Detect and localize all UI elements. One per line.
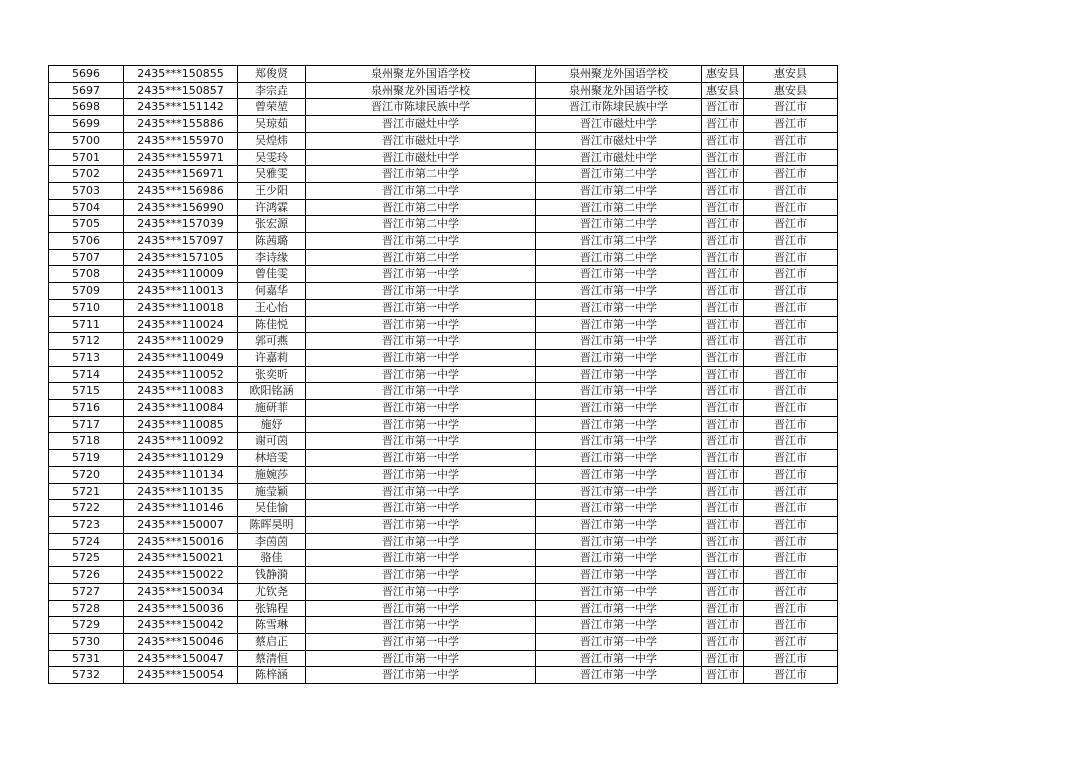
cell-school: 晋江市第一中学 xyxy=(306,366,536,383)
cell-county-registered: 晋江市 xyxy=(744,116,838,133)
cell-exam-id: 2435***150855 xyxy=(124,66,238,83)
cell-school: 晋江市第二中学 xyxy=(306,199,536,216)
cell-school: 晋江市第一中学 xyxy=(306,533,536,550)
cell-county: 晋江市 xyxy=(702,299,744,316)
table-row xyxy=(49,650,838,667)
cell-student-name: 欧阳铭涵 xyxy=(238,383,306,400)
cell-exam-id: 2435***110029 xyxy=(124,333,238,350)
cell-school-registered: 晋江市第一中学 xyxy=(536,516,702,533)
cell-school: 晋江市第一中学 xyxy=(306,299,536,316)
cell-student-name: 陈雪琳 xyxy=(238,617,306,634)
cell-county-registered: 晋江市 xyxy=(744,617,838,634)
cell-school: 晋江市第二中学 xyxy=(306,182,536,199)
cell-student-name: 李诗缘 xyxy=(238,249,306,266)
table-row xyxy=(49,416,838,433)
cell-school: 晋江市第一中学 xyxy=(306,483,536,500)
cell-row-number: 5705 xyxy=(49,216,124,233)
cell-exam-id: 2435***110129 xyxy=(124,450,238,467)
cell-county: 晋江市 xyxy=(702,667,744,684)
cell-county: 晋江市 xyxy=(702,233,744,250)
cell-exam-id: 2435***150034 xyxy=(124,583,238,600)
cell-county: 晋江市 xyxy=(702,633,744,650)
table-row xyxy=(49,132,838,149)
cell-row-number: 5696 xyxy=(49,66,124,83)
cell-school-registered: 晋江市第一中学 xyxy=(536,366,702,383)
cell-school-registered: 晋江市第一中学 xyxy=(536,466,702,483)
cell-row-number: 5714 xyxy=(49,366,124,383)
cell-exam-id: 2435***110135 xyxy=(124,483,238,500)
table-row xyxy=(49,533,838,550)
cell-row-number: 5697 xyxy=(49,82,124,99)
cell-school-registered: 晋江市第一中学 xyxy=(536,633,702,650)
cell-county: 晋江市 xyxy=(702,149,744,166)
cell-row-number: 5712 xyxy=(49,333,124,350)
table-row xyxy=(49,166,838,183)
cell-school: 泉州聚龙外国语学校 xyxy=(306,82,536,99)
cell-student-name: 吴佳愉 xyxy=(238,500,306,517)
cell-county-registered: 晋江市 xyxy=(744,249,838,266)
cell-school-registered: 晋江市第一中学 xyxy=(536,533,702,550)
cell-student-name: 陈梓涵 xyxy=(238,667,306,684)
table-row xyxy=(49,149,838,166)
table-row xyxy=(49,216,838,233)
cell-row-number: 5726 xyxy=(49,567,124,584)
cell-county-registered: 惠安县 xyxy=(744,82,838,99)
cell-county-registered: 晋江市 xyxy=(744,583,838,600)
cell-school-registered: 晋江市第一中学 xyxy=(536,650,702,667)
cell-row-number: 5718 xyxy=(49,433,124,450)
table-row xyxy=(49,583,838,600)
table-row xyxy=(49,333,838,350)
cell-school-registered: 晋江市第一中学 xyxy=(536,500,702,517)
cell-county: 晋江市 xyxy=(702,500,744,517)
cell-row-number: 5725 xyxy=(49,550,124,567)
cell-county: 惠安县 xyxy=(702,66,744,83)
cell-exam-id: 2435***110052 xyxy=(124,366,238,383)
cell-row-number: 5708 xyxy=(49,266,124,283)
cell-row-number: 5702 xyxy=(49,166,124,183)
cell-row-number: 5698 xyxy=(49,99,124,116)
cell-row-number: 5706 xyxy=(49,233,124,250)
cell-county: 晋江市 xyxy=(702,550,744,567)
cell-school-registered: 晋江市第一中学 xyxy=(536,600,702,617)
cell-exam-id: 2435***110024 xyxy=(124,316,238,333)
cell-county: 晋江市 xyxy=(702,483,744,500)
cell-school: 晋江市第一中学 xyxy=(306,349,536,366)
cell-student-name: 吴雯玲 xyxy=(238,149,306,166)
table-row xyxy=(49,600,838,617)
cell-county-registered: 晋江市 xyxy=(744,366,838,383)
table-row xyxy=(49,617,838,634)
table-row xyxy=(49,99,838,116)
cell-county: 晋江市 xyxy=(702,583,744,600)
cell-school-registered: 晋江市第一中学 xyxy=(536,617,702,634)
cell-row-number: 5722 xyxy=(49,500,124,517)
cell-school: 晋江市磁灶中学 xyxy=(306,132,536,149)
cell-student-name: 林培雯 xyxy=(238,450,306,467)
table-row xyxy=(49,483,838,500)
cell-school-registered: 晋江市第一中学 xyxy=(536,550,702,567)
cell-school-registered: 晋江市第二中学 xyxy=(536,233,702,250)
cell-student-name: 吴煌炜 xyxy=(238,132,306,149)
cell-exam-id: 2435***110134 xyxy=(124,466,238,483)
cell-school-registered: 晋江市第一中学 xyxy=(536,299,702,316)
cell-school: 晋江市第一中学 xyxy=(306,516,536,533)
cell-county: 晋江市 xyxy=(702,99,744,116)
cell-exam-id: 2435***151142 xyxy=(124,99,238,116)
cell-student-name: 施研菲 xyxy=(238,400,306,417)
cell-school: 晋江市第一中学 xyxy=(306,550,536,567)
cell-row-number: 5699 xyxy=(49,116,124,133)
cell-county-registered: 晋江市 xyxy=(744,600,838,617)
table-row xyxy=(49,567,838,584)
cell-county: 晋江市 xyxy=(702,617,744,634)
cell-school: 晋江市第一中学 xyxy=(306,466,536,483)
cell-row-number: 5723 xyxy=(49,516,124,533)
cell-exam-id: 2435***110009 xyxy=(124,266,238,283)
cell-school: 晋江市第一中学 xyxy=(306,617,536,634)
cell-row-number: 5704 xyxy=(49,199,124,216)
table-row xyxy=(49,316,838,333)
cell-exam-id: 2435***150042 xyxy=(124,617,238,634)
cell-school: 晋江市第一中学 xyxy=(306,400,536,417)
cell-school: 晋江市第一中学 xyxy=(306,266,536,283)
cell-row-number: 5707 xyxy=(49,249,124,266)
cell-school: 晋江市磁灶中学 xyxy=(306,149,536,166)
cell-row-number: 5728 xyxy=(49,600,124,617)
cell-student-name: 曾佳雯 xyxy=(238,266,306,283)
cell-county-registered: 晋江市 xyxy=(744,166,838,183)
cell-student-name: 许嘉莉 xyxy=(238,349,306,366)
cell-exam-id: 2435***150007 xyxy=(124,516,238,533)
cell-school: 晋江市第一中学 xyxy=(306,383,536,400)
cell-school: 晋江市第一中学 xyxy=(306,450,536,467)
cell-school-registered: 晋江市陈埭民族中学 xyxy=(536,99,702,116)
cell-county: 晋江市 xyxy=(702,383,744,400)
cell-school: 晋江市陈埭民族中学 xyxy=(306,99,536,116)
cell-exam-id: 2435***150021 xyxy=(124,550,238,567)
cell-county: 晋江市 xyxy=(702,182,744,199)
table-row xyxy=(49,199,838,216)
cell-exam-id: 2435***110085 xyxy=(124,416,238,433)
cell-school-registered: 晋江市第一中学 xyxy=(536,349,702,366)
table-row xyxy=(49,466,838,483)
cell-county-registered: 晋江市 xyxy=(744,500,838,517)
cell-school: 晋江市第一中学 xyxy=(306,333,536,350)
cell-school: 泉州聚龙外国语学校 xyxy=(306,66,536,83)
cell-county-registered: 晋江市 xyxy=(744,567,838,584)
cell-county-registered: 晋江市 xyxy=(744,650,838,667)
cell-county: 晋江市 xyxy=(702,400,744,417)
cell-student-name: 尤钦尧 xyxy=(238,583,306,600)
cell-county: 晋江市 xyxy=(702,283,744,300)
cell-county-registered: 晋江市 xyxy=(744,550,838,567)
cell-county: 晋江市 xyxy=(702,416,744,433)
cell-student-name: 施妤 xyxy=(238,416,306,433)
cell-exam-id: 2435***156971 xyxy=(124,166,238,183)
cell-row-number: 5710 xyxy=(49,299,124,316)
cell-row-number: 5701 xyxy=(49,149,124,166)
cell-school-registered: 晋江市第一中学 xyxy=(536,316,702,333)
table-row xyxy=(49,299,838,316)
cell-row-number: 5717 xyxy=(49,416,124,433)
cell-school: 晋江市磁灶中学 xyxy=(306,116,536,133)
cell-county: 晋江市 xyxy=(702,166,744,183)
cell-student-name: 陈晖昊明 xyxy=(238,516,306,533)
cell-county: 晋江市 xyxy=(702,132,744,149)
cell-school: 晋江市第一中学 xyxy=(306,283,536,300)
cell-school: 晋江市第一中学 xyxy=(306,667,536,684)
cell-county-registered: 晋江市 xyxy=(744,633,838,650)
cell-school-registered: 晋江市第一中学 xyxy=(536,433,702,450)
cell-student-name: 郑俊贤 xyxy=(238,66,306,83)
cell-row-number: 5731 xyxy=(49,650,124,667)
table-row xyxy=(49,266,838,283)
cell-county-registered: 晋江市 xyxy=(744,416,838,433)
cell-county-registered: 晋江市 xyxy=(744,533,838,550)
cell-county-registered: 晋江市 xyxy=(744,667,838,684)
cell-county-registered: 晋江市 xyxy=(744,400,838,417)
cell-student-name: 蔡清恒 xyxy=(238,650,306,667)
cell-county-registered: 晋江市 xyxy=(744,132,838,149)
cell-county-registered: 晋江市 xyxy=(744,266,838,283)
cell-school-registered: 晋江市第二中学 xyxy=(536,166,702,183)
table-row xyxy=(49,400,838,417)
cell-row-number: 5709 xyxy=(49,283,124,300)
table-row xyxy=(49,349,838,366)
cell-exam-id: 2435***150036 xyxy=(124,600,238,617)
cell-county-registered: 晋江市 xyxy=(744,216,838,233)
table-row xyxy=(49,116,838,133)
cell-county-registered: 晋江市 xyxy=(744,199,838,216)
table-row xyxy=(49,633,838,650)
cell-school-registered: 晋江市第一中学 xyxy=(536,400,702,417)
cell-county-registered: 晋江市 xyxy=(744,182,838,199)
cell-school: 晋江市第一中学 xyxy=(306,583,536,600)
cell-county: 晋江市 xyxy=(702,366,744,383)
cell-school: 晋江市第一中学 xyxy=(306,316,536,333)
cell-county: 惠安县 xyxy=(702,82,744,99)
cell-school-registered: 晋江市第一中学 xyxy=(536,283,702,300)
cell-student-name: 吴琼茹 xyxy=(238,116,306,133)
cell-exam-id: 2435***110083 xyxy=(124,383,238,400)
cell-row-number: 5732 xyxy=(49,667,124,684)
cell-school: 晋江市第二中学 xyxy=(306,166,536,183)
cell-exam-id: 2435***157039 xyxy=(124,216,238,233)
cell-exam-id: 2435***150046 xyxy=(124,633,238,650)
cell-county: 晋江市 xyxy=(702,600,744,617)
cell-county-registered: 晋江市 xyxy=(744,466,838,483)
cell-school: 晋江市第二中学 xyxy=(306,249,536,266)
cell-exam-id: 2435***150016 xyxy=(124,533,238,550)
cell-county-registered: 惠安县 xyxy=(744,66,838,83)
cell-county: 晋江市 xyxy=(702,466,744,483)
roster-table xyxy=(48,65,838,684)
cell-row-number: 5716 xyxy=(49,400,124,417)
table-row xyxy=(49,667,838,684)
cell-school: 晋江市第一中学 xyxy=(306,650,536,667)
cell-row-number: 5730 xyxy=(49,633,124,650)
cell-county: 晋江市 xyxy=(702,650,744,667)
roster-sheet xyxy=(48,65,838,684)
cell-student-name: 王少阳 xyxy=(238,182,306,199)
cell-county: 晋江市 xyxy=(702,433,744,450)
cell-student-name: 张宏源 xyxy=(238,216,306,233)
cell-school: 晋江市第一中学 xyxy=(306,433,536,450)
cell-school: 晋江市第二中学 xyxy=(306,216,536,233)
cell-exam-id: 2435***155971 xyxy=(124,149,238,166)
cell-county: 晋江市 xyxy=(702,199,744,216)
cell-exam-id: 2435***110084 xyxy=(124,400,238,417)
cell-school-registered: 晋江市第一中学 xyxy=(536,583,702,600)
cell-county-registered: 晋江市 xyxy=(744,316,838,333)
cell-row-number: 5724 xyxy=(49,533,124,550)
cell-county-registered: 晋江市 xyxy=(744,516,838,533)
cell-exam-id: 2435***155886 xyxy=(124,116,238,133)
cell-county: 晋江市 xyxy=(702,349,744,366)
cell-school-registered: 晋江市第一中学 xyxy=(536,266,702,283)
cell-exam-id: 2435***150022 xyxy=(124,567,238,584)
cell-county-registered: 晋江市 xyxy=(744,233,838,250)
cell-student-name: 王心怡 xyxy=(238,299,306,316)
cell-school-registered: 晋江市第二中学 xyxy=(536,249,702,266)
cell-county: 晋江市 xyxy=(702,533,744,550)
cell-school: 晋江市第一中学 xyxy=(306,500,536,517)
cell-row-number: 5703 xyxy=(49,182,124,199)
cell-county-registered: 晋江市 xyxy=(744,99,838,116)
cell-exam-id: 2435***110013 xyxy=(124,283,238,300)
table-row xyxy=(49,233,838,250)
cell-exam-id: 2435***157097 xyxy=(124,233,238,250)
cell-student-name: 曾荣堃 xyxy=(238,99,306,116)
cell-school-registered: 晋江市第一中学 xyxy=(536,333,702,350)
cell-student-name: 张奕昕 xyxy=(238,366,306,383)
cell-county-registered: 晋江市 xyxy=(744,483,838,500)
cell-exam-id: 2435***156986 xyxy=(124,182,238,199)
cell-school-registered: 晋江市第一中学 xyxy=(536,483,702,500)
cell-county-registered: 晋江市 xyxy=(744,433,838,450)
cell-student-name: 吴雅雯 xyxy=(238,166,306,183)
cell-exam-id: 2435***110018 xyxy=(124,299,238,316)
roster-table-body xyxy=(49,66,838,684)
cell-student-name: 钱静漪 xyxy=(238,567,306,584)
cell-exam-id: 2435***156990 xyxy=(124,199,238,216)
cell-school-registered: 泉州聚龙外国语学校 xyxy=(536,66,702,83)
cell-student-name: 张锦程 xyxy=(238,600,306,617)
cell-school: 晋江市第一中学 xyxy=(306,567,536,584)
cell-school: 晋江市第二中学 xyxy=(306,233,536,250)
cell-county-registered: 晋江市 xyxy=(744,299,838,316)
cell-row-number: 5729 xyxy=(49,617,124,634)
cell-exam-id: 2435***157105 xyxy=(124,249,238,266)
cell-student-name: 郭可燕 xyxy=(238,333,306,350)
cell-school-registered: 晋江市第一中学 xyxy=(536,416,702,433)
cell-row-number: 5713 xyxy=(49,349,124,366)
cell-school: 晋江市第一中学 xyxy=(306,633,536,650)
cell-county: 晋江市 xyxy=(702,216,744,233)
cell-exam-id: 2435***110146 xyxy=(124,500,238,517)
cell-student-name: 陈佳悦 xyxy=(238,316,306,333)
table-row xyxy=(49,450,838,467)
cell-county: 晋江市 xyxy=(702,249,744,266)
cell-school-registered: 晋江市磁灶中学 xyxy=(536,149,702,166)
cell-county: 晋江市 xyxy=(702,516,744,533)
cell-county: 晋江市 xyxy=(702,333,744,350)
cell-county: 晋江市 xyxy=(702,116,744,133)
cell-student-name: 许鸿霖 xyxy=(238,199,306,216)
cell-row-number: 5720 xyxy=(49,466,124,483)
cell-county-registered: 晋江市 xyxy=(744,349,838,366)
cell-student-name: 骆佳 xyxy=(238,550,306,567)
cell-row-number: 5719 xyxy=(49,450,124,467)
cell-exam-id: 2435***150047 xyxy=(124,650,238,667)
table-row xyxy=(49,500,838,517)
cell-student-name: 谢可茵 xyxy=(238,433,306,450)
cell-student-name: 何嘉华 xyxy=(238,283,306,300)
cell-student-name: 蔡启正 xyxy=(238,633,306,650)
cell-school-registered: 晋江市磁灶中学 xyxy=(536,132,702,149)
cell-row-number: 5727 xyxy=(49,583,124,600)
table-row xyxy=(49,82,838,99)
cell-county: 晋江市 xyxy=(702,266,744,283)
table-row xyxy=(49,366,838,383)
cell-exam-id: 2435***110049 xyxy=(124,349,238,366)
cell-student-name: 李茵茵 xyxy=(238,533,306,550)
cell-school-registered: 晋江市第一中学 xyxy=(536,667,702,684)
cell-row-number: 5721 xyxy=(49,483,124,500)
cell-county: 晋江市 xyxy=(702,567,744,584)
cell-row-number: 5711 xyxy=(49,316,124,333)
cell-school-registered: 晋江市第二中学 xyxy=(536,182,702,199)
table-row xyxy=(49,66,838,83)
cell-county-registered: 晋江市 xyxy=(744,450,838,467)
cell-school-registered: 晋江市磁灶中学 xyxy=(536,116,702,133)
cell-exam-id: 2435***150054 xyxy=(124,667,238,684)
cell-row-number: 5715 xyxy=(49,383,124,400)
cell-student-name: 施婉莎 xyxy=(238,466,306,483)
table-row xyxy=(49,433,838,450)
table-row xyxy=(49,516,838,533)
table-row xyxy=(49,283,838,300)
cell-student-name: 施莹颖 xyxy=(238,483,306,500)
table-row xyxy=(49,249,838,266)
cell-county-registered: 晋江市 xyxy=(744,283,838,300)
cell-school-registered: 晋江市第一中学 xyxy=(536,383,702,400)
cell-county: 晋江市 xyxy=(702,450,744,467)
table-row xyxy=(49,550,838,567)
cell-row-number: 5700 xyxy=(49,132,124,149)
cell-exam-id: 2435***110092 xyxy=(124,433,238,450)
cell-school-registered: 晋江市第一中学 xyxy=(536,567,702,584)
cell-school-registered: 泉州聚龙外国语学校 xyxy=(536,82,702,99)
cell-exam-id: 2435***150857 xyxy=(124,82,238,99)
cell-county-registered: 晋江市 xyxy=(744,333,838,350)
cell-school-registered: 晋江市第二中学 xyxy=(536,216,702,233)
table-row xyxy=(49,182,838,199)
cell-school: 晋江市第一中学 xyxy=(306,416,536,433)
cell-school-registered: 晋江市第二中学 xyxy=(536,199,702,216)
cell-school-registered: 晋江市第一中学 xyxy=(536,450,702,467)
cell-county-registered: 晋江市 xyxy=(744,149,838,166)
cell-student-name: 李宗垚 xyxy=(238,82,306,99)
cell-student-name: 陈茜璐 xyxy=(238,233,306,250)
cell-county-registered: 晋江市 xyxy=(744,383,838,400)
table-row xyxy=(49,383,838,400)
cell-school: 晋江市第一中学 xyxy=(306,600,536,617)
cell-county: 晋江市 xyxy=(702,316,744,333)
cell-exam-id: 2435***155970 xyxy=(124,132,238,149)
